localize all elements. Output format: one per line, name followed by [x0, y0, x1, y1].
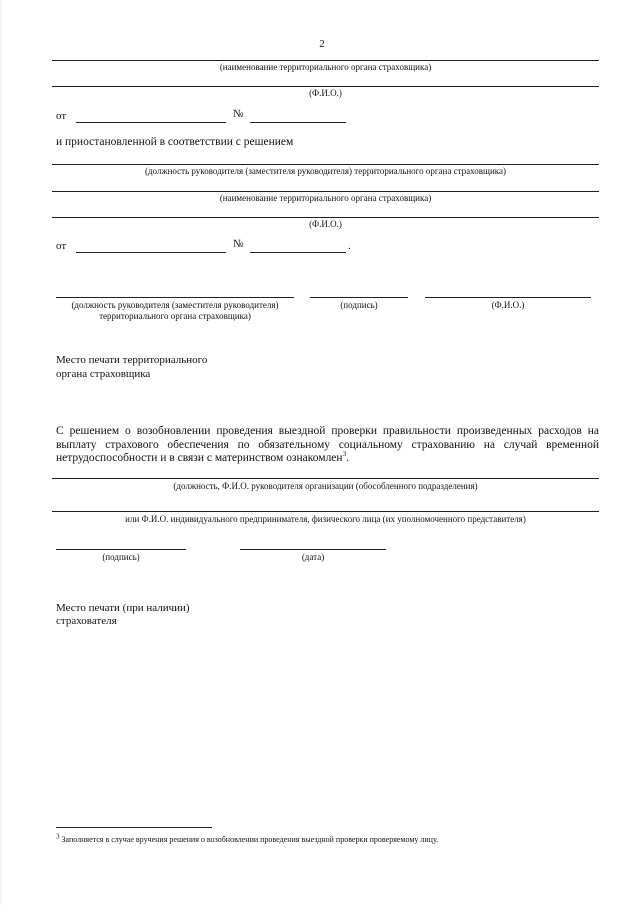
number-field-1: [250, 122, 346, 123]
caption-policyholder-ip: или Ф.И.О. индивидуального предпринимателя, физического лица (их уполномоченного представителя): [125, 514, 526, 524]
acknowledgement-line2: выплату страхового обеспечения по обязательному социальному страхованию на случай временной: [56, 439, 599, 451]
fio-line-1: [52, 86, 599, 87]
caption-policyholder-date: (дата): [301, 552, 325, 562]
footnote-ref: 3: [342, 450, 347, 459]
acknowledgement-line3-end: .: [346, 452, 349, 464]
caption-fio-2: (Ф.И.О.): [309, 219, 342, 229]
number-field-2: [250, 252, 346, 253]
policyholder-position-line: [52, 478, 599, 479]
sig-fio-line: [425, 297, 591, 298]
acknowledgement-line1: С решением о возобновлении проведения выездной проверки правильности произведенных расходов на: [56, 425, 599, 437]
policyholder-date-line: [240, 549, 386, 550]
ot-label-1: от: [56, 110, 67, 122]
policyholder-ip-line: [52, 511, 599, 512]
caption-policyholder-signature: (подпись): [102, 552, 140, 562]
caption-fio-1: (Ф.И.О.): [309, 88, 342, 98]
no-label-2: №: [233, 238, 244, 250]
caption-org-1: (наименование территориального органа страховщика): [219, 62, 432, 72]
footnote: [56, 832, 439, 845]
caption-position-line1: (должность руководителя (заместителя руководителя): [71, 300, 279, 310]
ot-label-2: от: [56, 240, 67, 252]
footnote-separator: [56, 827, 212, 828]
org-line-2: [52, 191, 599, 192]
stamp-policyholder-line2: страхователя: [56, 615, 117, 627]
sig-position-line: [56, 297, 294, 298]
acknowledgement-line3: нетрудоспособности и в связи с материнством ознакомлен: [56, 452, 343, 464]
footnote-text: Заполняется в случае вручения решения о возобновлении проведения выездной проверки проверяемому лицу.: [59, 835, 439, 844]
caption-policyholder-position: (должность, Ф.И.О. руководителя организации (обособленного подразделения): [173, 481, 478, 491]
page-number: 2: [319, 38, 325, 50]
position-line-2: [52, 164, 599, 165]
end-dot-2: .: [348, 240, 351, 252]
footnote-mark: 3: [56, 832, 60, 841]
caption-fio-sig: (Ф.И.О.): [491, 300, 525, 310]
no-label-1: №: [233, 108, 244, 120]
caption-signature: (подпись): [340, 300, 378, 310]
suspended-text: и приостановленной в соответствии с решением: [56, 136, 294, 148]
sig-signature-line: [310, 297, 408, 298]
acknowledgement-line3-wrap: [56, 452, 349, 465]
fio-line-2: [52, 217, 599, 218]
date-field-2: [76, 252, 226, 253]
caption-position-line2: территориального органа страховщика): [99, 311, 251, 321]
stamp-insurer-line2: органа страховщика: [56, 368, 151, 380]
policyholder-signature-line: [56, 549, 186, 550]
caption-org-2: (наименование территориального органа страховщика): [219, 193, 432, 203]
caption-position-2: (должность руководителя (заместителя руководителя) территориального органа страховщика): [144, 166, 507, 176]
stamp-insurer-line1: Место печати территориального: [56, 354, 208, 366]
org-line-1: [52, 60, 599, 61]
stamp-policyholder-line1: Место печати (при наличии): [56, 602, 190, 614]
date-field-1: [76, 122, 226, 123]
scan-edge: [0, 0, 2, 905]
